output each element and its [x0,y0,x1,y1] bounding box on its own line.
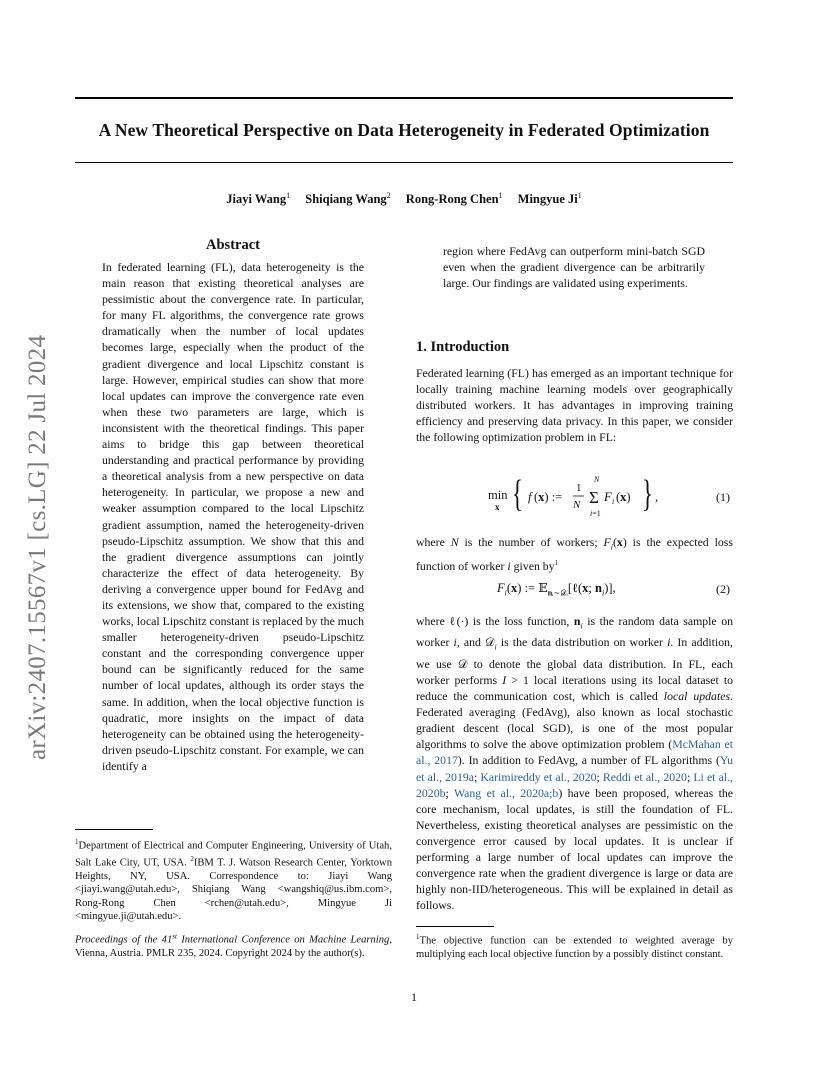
svg-text:i: i [612,497,615,506]
svg-text:(x) :=: (x) := [534,490,563,504]
svg-text:F: F [604,490,612,504]
equation-1 [486,472,666,524]
footnote-rule-right [416,926,494,927]
equation-2-number: (2) [716,582,730,596]
title-bottom-rule [75,162,733,163]
abstract-heading: Abstract [206,237,260,253]
author: Rong-Rong Chen$^1$ [405,191,503,207]
citation-link[interactable]: McMahan et al., 2017 [416,737,733,768]
equation-1-graphic [486,472,666,524]
abstract-body-right: region where FedAvg can outperform mini-batch SGD even when the gradient divergence can be arbitrarily large. Our findings are validated using experiments. [443,244,705,291]
svg-text:,: , [655,490,659,504]
intro-paragraph-3: where ℓ(·) is the loss function, $n_i$ is the random data sample on worker i, and 𝒟$_i$ is the data distribution on worker i. In addition, we use 𝒟 to denote the global data distribution. In FL, each worker performs I > 1 local iterations using its local dataset to reduce the communication cost, which is called local updates. Federated averaging (FedAvg), also known as local stochastic gradient descent (local SGD), is one of the most popular algorithms to solve the above optimization problem (McMahan et al., 2017). In addition to FedAvg, a number of FL algorithms (Yu et al., 2019a; Karimireddy et al., 2020; Reddi et al., 2020; Li et al., 2020b; Wang et al., 2020a;b) have been proposed, whereas the core mechanism, local updates, is still the foundation of FL. Nevertheless, existing theoretical analyses are pessimistic on the convergence error caused by local updates. It is unclear if performing a large number of local updates can improve the convergence rate when the gradient divergence is large or data are highly non-IID/heterogeneous. This will be explained in detail as follows. [416,614,734,913]
svg-text:x: x [495,502,500,512]
svg-text:{: { [512,472,523,515]
svg-text:}: } [642,472,653,515]
svg-text:(x): (x) [616,490,631,504]
svg-text:min: min [488,488,508,502]
svg-text:N: N [573,499,581,511]
author: Jiayi Wang$^1$ [226,191,291,207]
citation-link[interactable]: Yu et al., 2019a [416,753,733,784]
affiliation-footnote: $^1$Department of Electrical and Computer Engineering, University of Utah, Salt Lake City, UT, USA. $^2$IBM T. J. Watson Research Center, Yorktown Heights, NY, USA. Correspondence to: Jiayi Wang <jiayi.wang@utah.edu>, Shiqiang Wang <wangshiq@us.ibm.com>, Rong-Rong Chen <rchen@utah.edu>, Mingyue Ji <mingyue.ji@utah.edu>. [75,838,392,923]
objective-footnote: $^1$The objective function can be extended to weighted average by multiplying each local objective function by a possibly distinct constant. [416,933,733,960]
introduction-heading: 1. Introduction [416,339,510,355]
page-number: 1 [411,990,417,1004]
footnote-rule-left [75,829,153,830]
citation-link[interactable]: Reddi et al., 2020 [602,769,687,784]
intro-paragraph-1: Federated learning (FL) has emerged as an important technique for locally training machine learning models over geographically distributed workers. It has advantages in improving training efficiency and preserving data privacy. In this paper, we consider the following optimization problem in FL: [416,366,733,445]
svg-text:i=1: i=1 [590,509,601,518]
author: Shiqiang Wang$^2$ [305,191,391,207]
author-list [75,191,733,207]
abstract-body-left: In federated learning (FL), data heterogeneity is the main reason that existing theoretical analyses are pessimistic about the convergence rate. In particular, for many FL algorithms, the convergence rate grows dramatically when the number of local updates becomes large, especially when the product of the gradient divergence and local Lipschitz constant is large. However, empirical studies can show that more local updates can improve the convergence rate even when these two parameters are large, which is inconsistent with the theoretical findings. This paper aims to bridge this gap between theoretical understanding and practical performance by providing a theoretical analysis from a new perspective on data heterogeneity. In particular, we propose a new and weaker assumption compared to the local Lipschitz gradient assumption, named the heterogeneity-driven pseudo-Lipschitz assumption. We show that this and the gradient divergence assumptions can jointly characterize the effect of data heterogeneity. By deriving a convergence upper bound for FedAvg and its extensions, we show that, compared to the existing works, local Lipschitz constant is replaced by the much smaller heterogeneity-driven pseudo-Lipschitz constant and the corresponding convergence upper bound can be significantly reduced for the same number of local updates, although its order stays the same. In addition, when the local objective function is quadratic, more insights on the impact of data heterogeneity can be obtained using the heterogeneity-driven pseudo-Lipschitz constant. For example, we can identify a [102,260,364,773]
proceedings-note: Proceedings of the 41st International Conference on Machine Learning, Vienna, Austria. PMLR 235, 2024. Copyright 2024 by the author(s). [75,932,392,959]
citation-link[interactable]: Karimireddy et al., 2020 [480,769,597,784]
arxiv-identifier: arXiv:2407.15567v1 [cs.LG] 22 Jul 2024 [24,334,51,760]
svg-text:f: f [528,490,532,504]
equation-2: $F_i(x)$ := 𝔼$_{nᵢ\sim 𝒟ᵢ}$[ℓ(x; $n_i$)], [497,581,616,598]
citation-link[interactable]: Li et al., 2020b [416,769,733,800]
equation-1-number: (1) [716,490,730,504]
intro-paragraph-2: where N is the number of workers; $F_i(x)$ is the expected loss function of worker i given $by^1$ [416,535,733,574]
svg-text:N: N [594,475,600,484]
citation-link[interactable]: Wang et al., 2020a;b [453,785,559,800]
title-top-rule [75,97,733,99]
author: Mingyue Ji$^1$ [517,191,582,207]
svg-text:1: 1 [576,482,582,494]
svg-text:Σ: Σ [589,488,599,507]
paper-title: A New Theoretical Perspective on Data Heterogeneity in Federated Optimization [98,120,710,140]
